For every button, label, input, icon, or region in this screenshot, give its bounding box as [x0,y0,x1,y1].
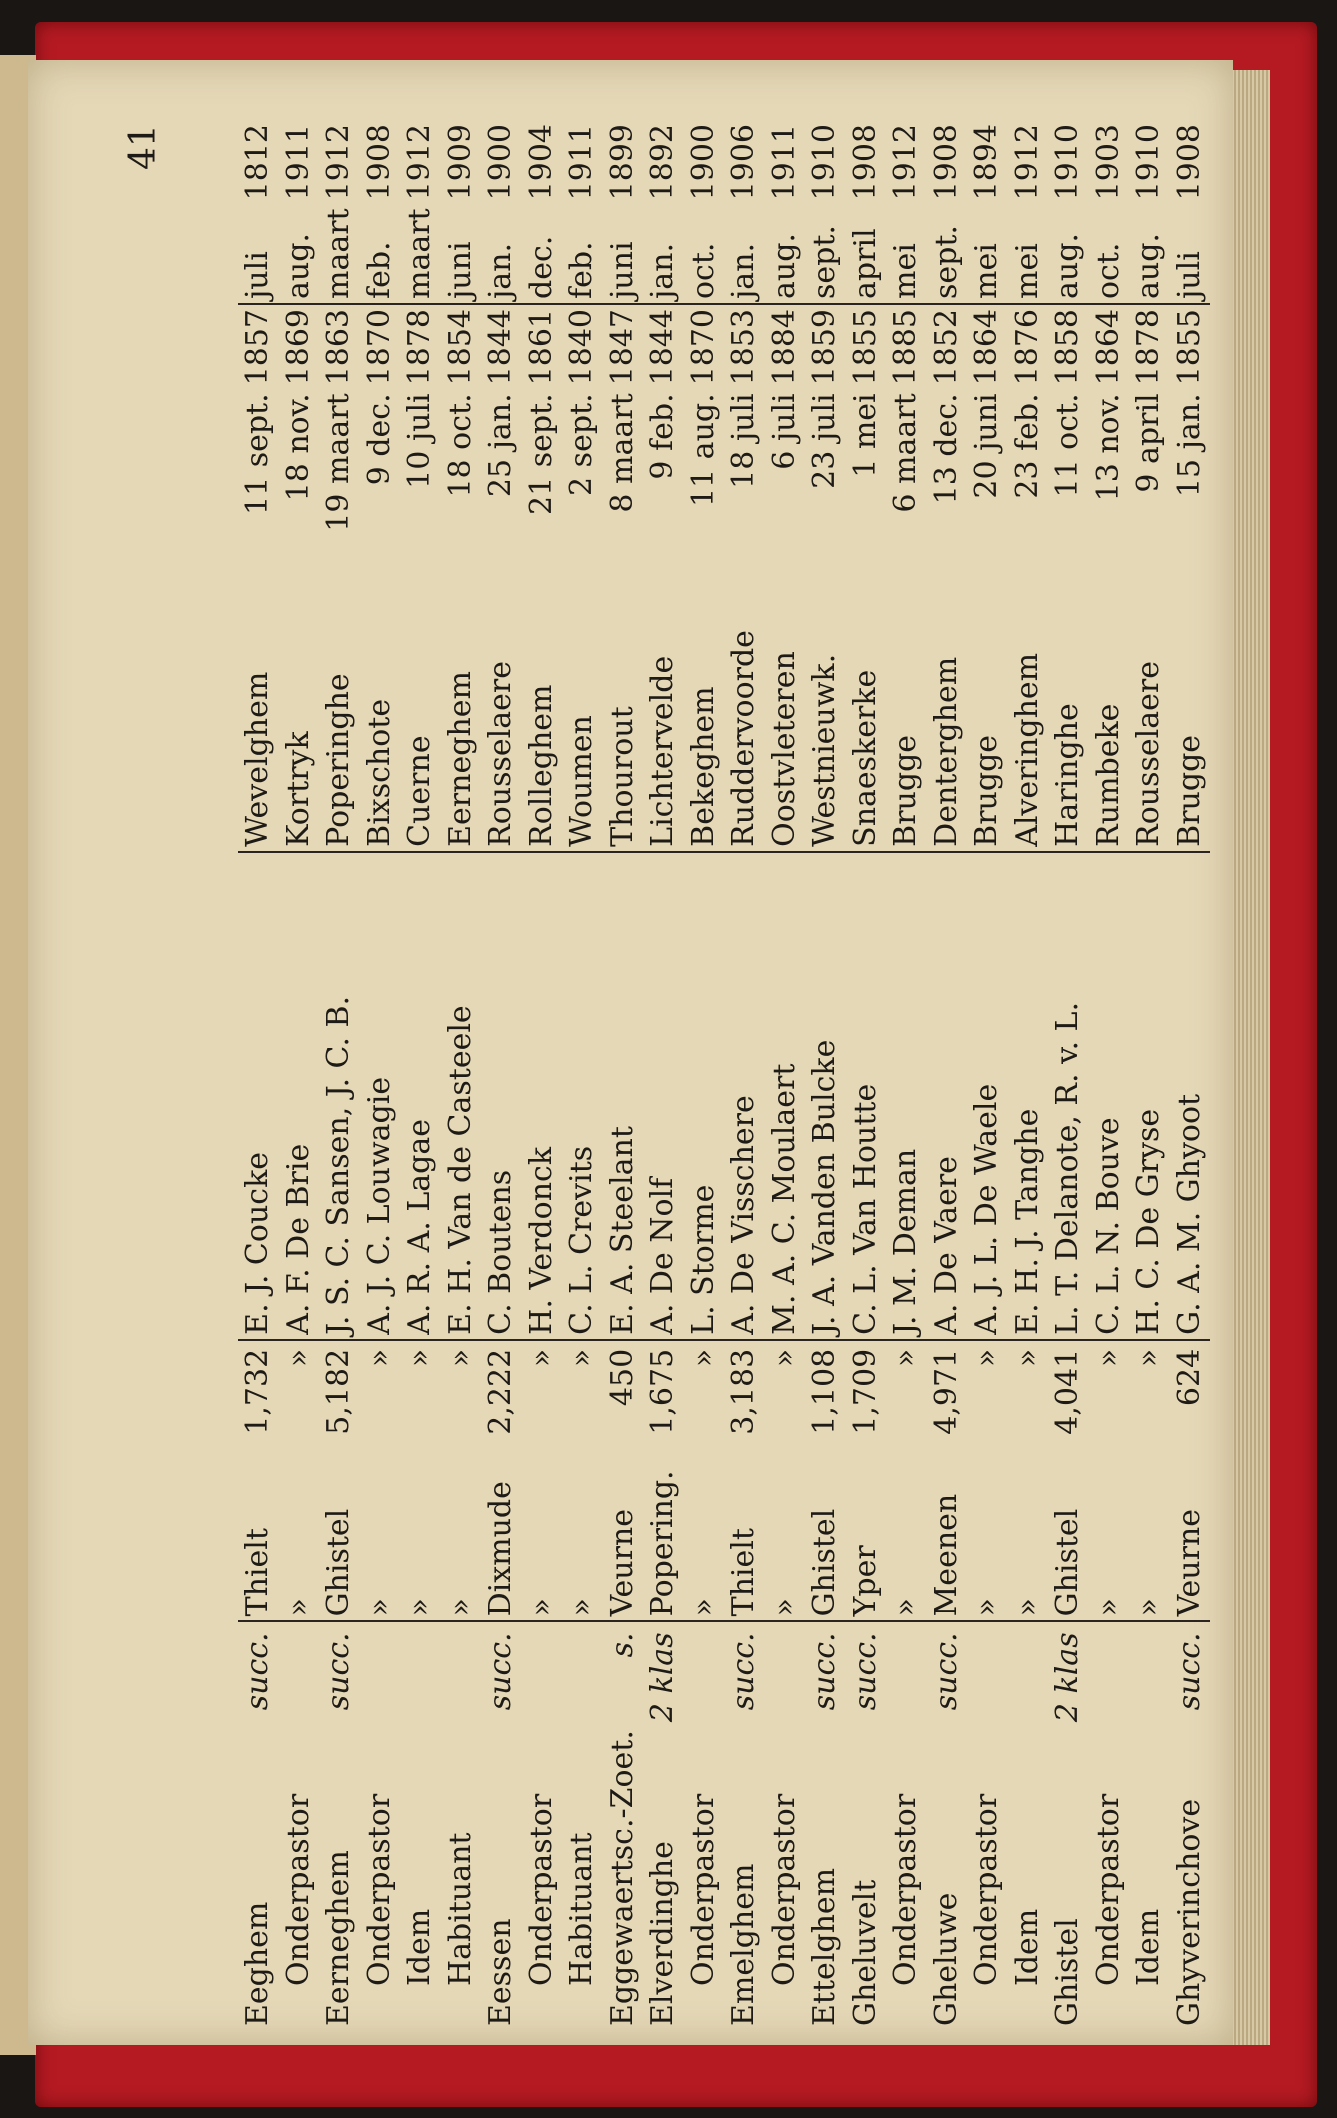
parish-cell: Ghistel [1050,1918,1086,2026]
parish-cell: Gheluwe [928,1892,964,2026]
population-cell: 450 [604,1348,640,1407]
table-row [967,120,1008,2030]
table-row [1129,120,1170,2030]
name-cell: A. De Visschere [724,852,765,1340]
class-cell: succ. [807,1632,843,1711]
birth-year-cell: 1855 [1171,309,1207,386]
nomination-date-cell: aug. [279,204,320,304]
birthplace-cell: Rumbeke [1089,626,1130,852]
name-cell: H. C. De Gryse [1129,852,1170,1340]
nomination-year-cell: 1912 [1009,124,1045,201]
birth-year-cell: 1878 [402,309,438,386]
kanton-cell: Veurne [603,1443,644,1622]
nomination-year-cell: 1906 [726,124,762,201]
class-cell: succ. [847,1632,883,1711]
population-cell: » [280,1348,316,1368]
birth-date-cell: 11 aug. [685,393,721,508]
birthplace-cell: Rousselaere [1129,626,1170,852]
birth-date-cell: 10 juli [402,393,438,489]
name-cell: E. H. J. Tanghe [1008,852,1049,1340]
kanton-cell: Meenen [927,1443,968,1622]
parish-cell: Idem [1131,1908,1167,1986]
name-cell: C. L. Crevits [562,852,603,1340]
table-row [1089,120,1130,2030]
table-row [360,120,401,2030]
nomination-year-cell: 1900 [685,124,721,201]
birth-date-cell: 9 dec. [361,393,397,486]
name-cell: C. Boutens [481,852,522,1340]
kanton-cell: » [522,1443,563,1622]
birth-date-cell: 23 juli [807,393,843,489]
kanton-cell: Thielt [238,1443,279,1622]
name-cell: J. A. Vanden Bulcke [805,852,846,1340]
nomination-date-cell: feb. [562,204,603,304]
parish-cell: Onderpastor [685,1793,721,1986]
table-row [1008,120,1049,2030]
nomination-year-cell: 1912 [888,124,924,201]
kanton-cell: Thielt [724,1443,765,1622]
parish-cell: Onderpastor [280,1793,316,1986]
clergy-table-body [238,120,1210,2030]
page [28,60,1233,2045]
table-row [441,120,482,2030]
birth-date-cell: 15 jan. [1171,393,1207,498]
birth-date-cell: 6 maart [888,393,924,513]
parish-cell: Idem [1009,1908,1045,1986]
parish-cell: Onderpastor [969,1793,1005,1986]
population-cell: » [766,1348,802,1368]
name-cell: J. M. Deman [886,852,927,1340]
birth-year-cell: 1859 [807,309,843,386]
birth-date-cell: 19 maart [321,393,357,532]
nomination-year-cell: 1812 [240,124,276,201]
birth-date-cell: 6 juli [766,393,802,470]
parish-cell: Habituant [442,1832,478,1986]
population-cell: » [442,1348,478,1368]
population-cell: 4,041 [1050,1348,1086,1435]
parish-cell: Eeghem [240,1901,276,2026]
birth-year-cell: 1869 [280,309,316,386]
name-cell: A. J. C. Louwagie [360,852,401,1340]
nomination-year-cell: 1899 [604,124,640,201]
population-cell: 624 [1171,1348,1207,1407]
nomination-year-cell: 1912 [402,124,438,201]
birth-year-cell: 1840 [564,309,600,386]
kanton-cell: » [1008,1443,1049,1622]
parish-cell: Onderpastor [888,1793,924,1986]
class-cell [562,1621,603,1726]
birth-date-cell: 2 sept. [564,393,600,496]
nomination-date-cell: mei [1008,204,1049,304]
nomination-date-cell: mei [967,204,1008,304]
birth-date-cell: 8 maart [604,393,640,513]
nomination-date-cell: sept. [805,204,846,304]
birth-date-cell: 1 mei [847,393,883,478]
parish-cell: Gheluvelt [847,1879,883,2026]
nomination-year-cell: 1909 [442,124,478,201]
birth-year-cell: 1858 [1050,309,1086,386]
birth-year-cell: 1853 [726,309,762,386]
birth-date-cell: 20 juni [969,393,1005,499]
population-cell: » [523,1348,559,1368]
birthplace-cell: Thourout [603,626,644,852]
class-cell [522,1621,563,1726]
table-row [279,120,320,2030]
table-row [603,120,644,2030]
name-cell: L. Storme [684,852,725,1340]
population-cell: » [1090,1348,1126,1368]
birthplace-cell: Westnieuwk. [805,626,846,852]
population-cell: 1,732 [240,1348,276,1435]
birthplace-cell: Snaeskerke [846,626,887,852]
birth-year-cell: 1870 [361,309,397,386]
table-row [684,120,725,2030]
name-cell: A. De Nolf [643,852,684,1340]
class-cell: succ. [240,1632,276,1711]
name-cell: L. T. Delanote, R. v. L. [1048,852,1089,1340]
birth-date-cell: 23 feb. [1009,393,1045,499]
name-cell: E. H. Van de Casteele [441,852,482,1340]
class-cell: succ. [928,1632,964,1711]
birth-date-cell: 18 nov. [280,393,316,502]
kanton-cell: » [279,1443,320,1622]
class-cell [765,1621,806,1726]
kanton-cell: » [562,1443,603,1622]
population-cell: 5,182 [321,1348,357,1435]
nomination-date-cell: juni [441,204,482,304]
birth-year-cell: 1884 [766,309,802,386]
rotated-page-content [68,120,1208,2050]
table-row [400,120,441,2030]
population-cell: » [1131,1348,1167,1368]
birth-year-cell: 1844 [645,309,681,386]
birth-year-cell: 1854 [442,309,478,386]
birth-year-cell: 1863 [321,309,357,386]
birthplace-cell: Alveringhem [1008,626,1049,852]
class-cell [684,1621,725,1726]
birth-year-cell: 1857 [240,309,276,386]
table-row [643,120,684,2030]
parish-cell: Onderpastor [766,1793,802,1986]
birthplace-cell: Oostvleteren [765,626,806,852]
table-row [238,120,279,2030]
kanton-cell: » [967,1443,1008,1622]
nomination-year-cell: 1911 [564,124,600,201]
nomination-year-cell: 1910 [807,124,843,201]
birthplace-cell: Brugge [886,626,927,852]
kanton-cell: Ghistel [319,1443,360,1622]
birthplace-cell: Wevelghem [238,626,279,852]
kanton-cell: » [1089,1443,1130,1622]
population-cell: 1,108 [807,1348,843,1435]
name-cell: C. L. Van Houtte [846,852,887,1340]
birth-date-cell: 11 oct. [1050,393,1086,498]
class-cell: s. [604,1632,640,1658]
class-cell [1089,1621,1130,1726]
table-row [805,120,846,2030]
birthplace-cell: Haringhe [1048,626,1089,852]
birthplace-cell: Woumen [562,626,603,852]
nomination-date-cell: mei [886,204,927,304]
parish-cell: Emelghem [726,1863,762,2026]
clergy-table [238,120,1210,2030]
population-cell: 2,222 [483,1348,519,1435]
name-cell: A. J. L. De Waele [967,852,1008,1340]
birth-year-cell: 1855 [847,309,883,386]
nomination-year-cell: 1908 [1171,124,1207,201]
birthplace-cell: Ruddervoorde [724,626,765,852]
kanton-cell: » [684,1443,725,1622]
population-cell: 1,675 [645,1348,681,1435]
name-cell: E. A. Steelant [603,852,644,1340]
kanton-cell: » [400,1443,441,1622]
table-row [1170,120,1211,2030]
population-cell: » [564,1348,600,1368]
class-cell: 2 klas [1050,1632,1086,1723]
parish-cell: Onderpastor [361,1793,397,1986]
population-cell: » [685,1348,721,1368]
birthplace-cell: Cuerne [400,626,441,852]
table-row [481,120,522,2030]
nomination-date-cell: maart [319,204,360,304]
population-cell: » [402,1348,438,1368]
class-cell [1129,1621,1170,1726]
nomination-date-cell: juli [1170,204,1211,304]
nomination-date-cell: oct. [684,204,725,304]
birth-year-cell: 1876 [1009,309,1045,386]
class-cell [1008,1621,1049,1726]
birth-date-cell: 9 april [1131,393,1167,493]
table-row [319,120,360,2030]
table-row [886,120,927,2030]
birthplace-cell: Bekeghem [684,626,725,852]
nomination-date-cell: maart [400,204,441,304]
parish-cell: Idem [402,1908,438,1986]
kanton-cell: » [441,1443,482,1622]
kanton-cell: Ghistel [1048,1443,1089,1622]
name-cell: A. F. De Brie [279,852,320,1340]
birthplace-cell: Poperinghe [319,626,360,852]
nomination-year-cell: 1892 [645,124,681,201]
nomination-date-cell: juni [603,204,644,304]
nomination-year-cell: 1912 [321,124,357,201]
nomination-year-cell: 1908 [928,124,964,201]
name-cell: A. R. A. Lagae [400,852,441,1340]
nomination-date-cell: jan. [643,204,684,304]
population-cell: 1,709 [847,1348,883,1435]
nomination-year-cell: 1908 [847,124,883,201]
class-cell: succ. [321,1632,357,1711]
table-row [1048,120,1089,2030]
birthplace-cell: Kortryk [279,626,320,852]
nomination-date-cell: oct. [1089,204,1130,304]
birth-date-cell: 9 feb. [645,393,681,480]
page-number: 41 [123,124,164,170]
name-cell: C. L. N. Bouve [1089,852,1130,1340]
birthplace-cell: Denterghem [927,626,968,852]
kanton-cell: » [886,1443,927,1622]
birth-year-cell: 1885 [888,309,924,386]
class-cell [279,1621,320,1726]
nomination-year-cell: 1911 [766,124,802,201]
parish-cell: Onderpastor [1090,1793,1126,1986]
nomination-date-cell: aug. [765,204,806,304]
nomination-date-cell: aug. [1048,204,1089,304]
kanton-cell: Yper [846,1443,887,1622]
birth-year-cell: 1861 [523,309,559,386]
birth-date-cell: 18 juli [726,393,762,489]
kanton-cell: » [765,1443,806,1622]
parish-cell: Ghyverinchove [1171,1798,1207,2026]
nomination-year-cell: 1900 [483,124,519,201]
nomination-date-cell: dec. [522,204,563,304]
nomination-date-cell: sept. [927,204,968,304]
kanton-cell: Ghistel [805,1443,846,1622]
table-row [765,120,806,2030]
name-cell: H. Verdonck [522,852,563,1340]
table-row [522,120,563,2030]
name-cell: J. S. C. Sansen, J. C. B. [319,852,360,1340]
birth-year-cell: 1864 [969,309,1005,386]
class-cell [886,1621,927,1726]
population-cell: » [888,1348,924,1368]
class-cell: 2 klas [645,1632,681,1723]
nomination-year-cell: 1910 [1050,124,1086,201]
class-cell: succ. [726,1632,762,1711]
class-cell [400,1621,441,1726]
class-cell [967,1621,1008,1726]
class-cell [441,1621,482,1726]
birth-date-cell: 11 sept. [240,393,276,516]
birth-date-cell: 13 nov. [1090,393,1126,502]
class-cell: succ. [1171,1632,1207,1711]
population-cell: 3,183 [726,1348,762,1435]
birthplace-cell: Rolleghem [522,626,563,852]
nomination-date-cell: juli [238,204,279,304]
nomination-year-cell: 1911 [280,124,316,201]
kanton-cell: Popering. [643,1443,684,1622]
population-cell: » [969,1348,1005,1368]
population-cell: 4,971 [928,1348,964,1435]
nomination-date-cell: jan. [724,204,765,304]
class-cell [360,1621,401,1726]
parish-cell: Elverdinghe [645,1841,681,2026]
birthplace-cell: Rousselaere [481,626,522,852]
birth-year-cell: 1864 [1090,309,1126,386]
parish-cell: Eerneghem [321,1850,357,2026]
class-cell: succ. [483,1632,519,1711]
birth-date-cell: 25 jan. [483,393,519,498]
table-row [724,120,765,2030]
table-row [927,120,968,2030]
kanton-cell: » [360,1443,401,1622]
birth-year-cell: 1844 [483,309,519,386]
birth-date-cell: 21 sept. [523,393,559,516]
name-cell: G. A. M. Ghyoot [1170,852,1211,1340]
nomination-date-cell: feb. [360,204,401,304]
birth-year-cell: 1852 [928,309,964,386]
kanton-cell: Dixmude [481,1443,522,1622]
birth-date-cell: 18 oct. [442,393,478,498]
birth-year-cell: 1870 [685,309,721,386]
kanton-cell: Veurne [1170,1443,1211,1622]
birthplace-cell: Eerneghem [441,626,482,852]
birthplace-cell: Lichtervelde [643,626,684,852]
parish-cell: Onderpastor [523,1793,559,1986]
name-cell: E. J. Coucke [238,852,279,1340]
nomination-date-cell: jan. [481,204,522,304]
birthplace-cell: Brugge [1170,626,1211,852]
table-row [846,120,887,2030]
birthplace-cell: Bixschote [360,626,401,852]
parish-cell: Eggewaertsc.-Zoet. [604,1730,640,2026]
nomination-date-cell: april [846,204,887,304]
population-cell: » [361,1348,397,1368]
name-cell: A. De Vaere [927,852,968,1340]
population-cell: » [1009,1348,1045,1368]
nomination-year-cell: 1894 [969,124,1005,201]
nomination-year-cell: 1910 [1131,124,1167,201]
parish-cell: Habituant [564,1832,600,1986]
birthplace-cell: Brugge [967,626,1008,852]
birth-date-cell: 13 dec. [928,393,964,505]
kanton-cell: » [1129,1443,1170,1622]
nomination-date-cell: aug. [1129,204,1170,304]
nomination-year-cell: 1903 [1090,124,1126,201]
birth-year-cell: 1878 [1131,309,1167,386]
table-row [562,120,603,2030]
name-cell: M. A. C. Moulaert [765,852,806,1340]
nomination-year-cell: 1908 [361,124,397,201]
parish-cell: Eessen [483,1918,519,2026]
birth-year-cell: 1847 [604,309,640,386]
nomination-year-cell: 1904 [523,124,559,201]
parish-cell: Ettelghem [807,1867,843,2026]
